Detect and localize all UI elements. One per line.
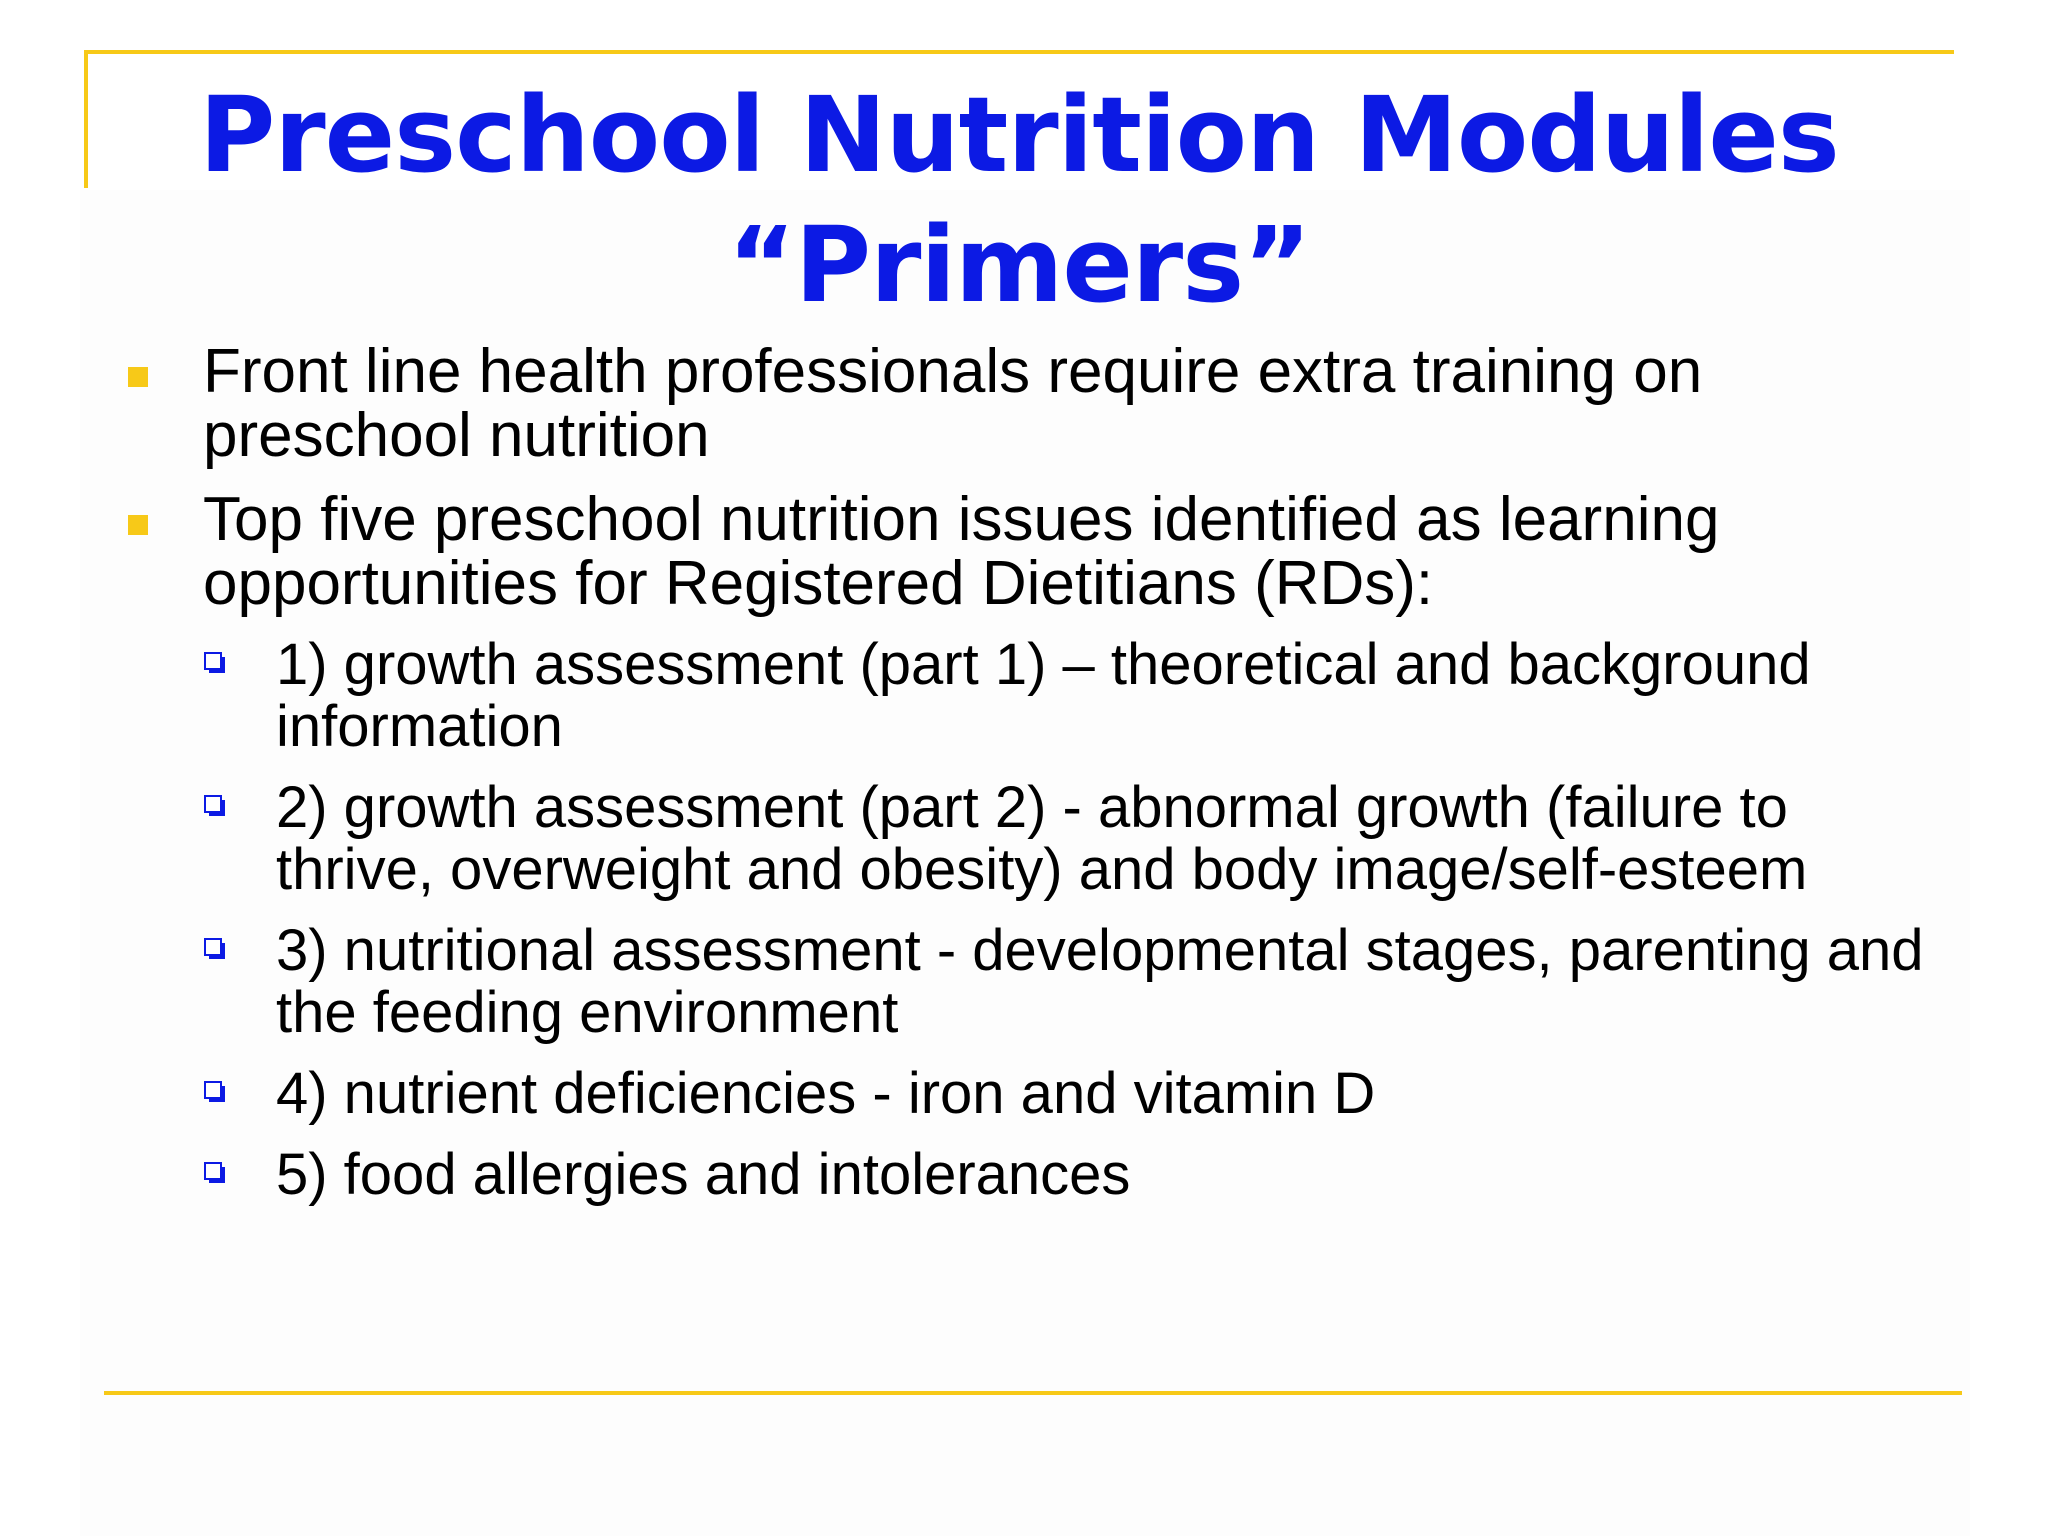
sub-bullet-item (0, 920, 1956, 1044)
hollow-square-bullet-icon (204, 795, 222, 813)
bullet-item (0, 485, 1923, 618)
sub-bullet-text: 2) growth assessment (part 2) - abnormal growth (failure to thrive, overweight and obesity) and body image/self-esteem (276, 775, 1808, 902)
hollow-square-bullet-icon (204, 652, 222, 670)
bullet-text: Front line health professionals require extra training on preschool nutrition (203, 337, 1703, 470)
hollow-square-bullet-icon (204, 938, 222, 956)
slide-body (0, 337, 2048, 1225)
sub-bullet-item (0, 634, 1956, 758)
hollow-square-bullet-icon (204, 1162, 222, 1180)
square-bullet-icon (128, 515, 148, 535)
sub-bullet-text: 3) nutritional assessment - developmental stages, parenting and the feeding environment (276, 918, 1924, 1045)
sub-bullet-item (0, 777, 1956, 901)
sub-bullet-item (0, 1063, 1956, 1125)
bullet-text: Top five preschool nutrition issues identified as learning opportunities for Registered Dietitians (RDs): (203, 485, 1720, 618)
sub-bullet-item (0, 1144, 1956, 1206)
slide-title (84, 70, 1954, 330)
top-rule (84, 50, 1954, 54)
sub-bullet-list (0, 634, 2048, 1206)
square-bullet-icon (128, 367, 148, 387)
title-line-1: Preschool Nutrition Modules (199, 74, 1839, 196)
sub-bullet-text: 1) growth assessment (part 1) – theoretical and background information (276, 632, 1811, 759)
sub-bullet-text: 4) nutrient deficiencies - iron and vitamin D (276, 1061, 1376, 1126)
sub-bullet-text: 5) food allergies and intolerances (276, 1142, 1131, 1207)
bullet-item (0, 337, 1923, 470)
title-line-2: “Primers” (727, 204, 1311, 326)
bottom-rule (104, 1391, 1962, 1395)
hollow-square-bullet-icon (204, 1081, 222, 1099)
